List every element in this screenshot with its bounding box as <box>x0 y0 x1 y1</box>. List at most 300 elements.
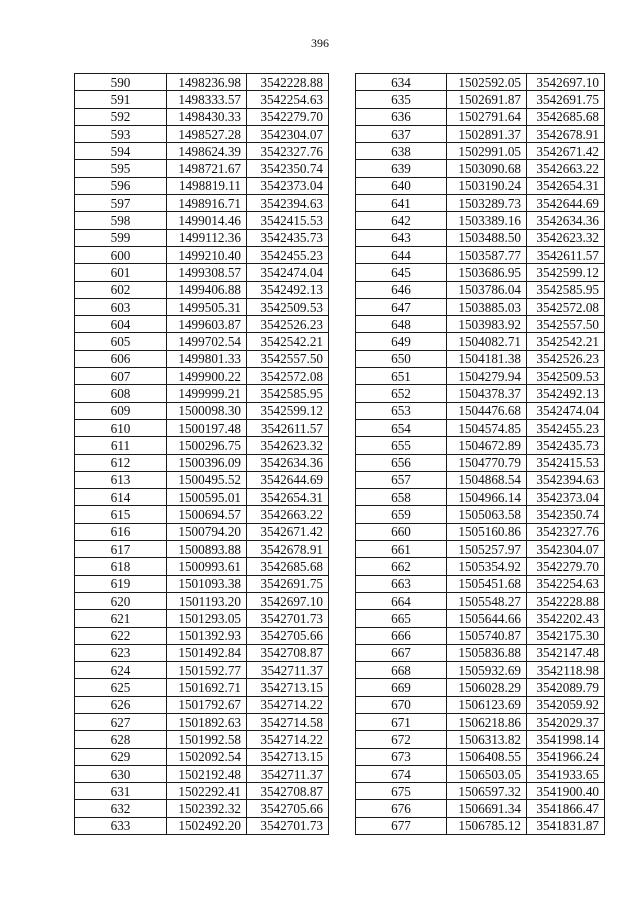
y-coordinate-cell: 3542691.75 <box>247 575 329 592</box>
y-coordinate-cell: 3542279.70 <box>527 558 605 575</box>
x-coordinate-cell: 1499308.57 <box>167 264 247 281</box>
x-coordinate-cell: 1505354.92 <box>447 558 527 575</box>
point-number-cell: 622 <box>75 627 167 644</box>
point-number-cell: 594 <box>75 143 167 160</box>
point-number-cell: 608 <box>75 385 167 402</box>
x-coordinate-cell: 1505063.58 <box>447 506 527 523</box>
x-coordinate-cell: 1498721.67 <box>167 160 247 177</box>
table-row <box>356 541 605 558</box>
y-coordinate-cell: 3542685.68 <box>247 558 329 575</box>
table-row <box>356 731 605 748</box>
point-number-cell: 635 <box>356 91 447 108</box>
table-row <box>356 419 605 436</box>
x-coordinate-cell: 1501392.93 <box>167 627 247 644</box>
y-coordinate-cell: 3542059.92 <box>527 696 605 713</box>
table-row <box>75 108 329 125</box>
table-row <box>75 575 329 592</box>
point-number-cell: 604 <box>75 316 167 333</box>
y-coordinate-cell: 3542474.04 <box>247 264 329 281</box>
table-row <box>356 333 605 350</box>
point-number-cell: 673 <box>356 748 447 765</box>
point-number-cell: 648 <box>356 316 447 333</box>
point-number-cell: 592 <box>75 108 167 125</box>
y-coordinate-cell: 3542654.31 <box>527 177 605 194</box>
point-number-cell: 632 <box>75 800 167 817</box>
table-row <box>356 264 605 281</box>
y-coordinate-cell: 3542701.73 <box>247 610 329 627</box>
y-coordinate-cell: 3542708.87 <box>247 783 329 800</box>
y-coordinate-cell: 3542711.37 <box>247 765 329 782</box>
table-row <box>356 523 605 540</box>
point-number-cell: 650 <box>356 350 447 367</box>
table-row <box>75 229 329 246</box>
x-coordinate-cell: 1506691.34 <box>447 800 527 817</box>
x-coordinate-cell: 1499801.33 <box>167 350 247 367</box>
y-coordinate-cell: 3542599.12 <box>527 264 605 281</box>
table-row <box>75 160 329 177</box>
y-coordinate-cell: 3542373.04 <box>247 177 329 194</box>
table-row <box>356 385 605 402</box>
table-row <box>356 108 605 125</box>
y-coordinate-cell: 3542678.91 <box>527 125 605 142</box>
point-number-cell: 641 <box>356 195 447 212</box>
coordinate-table-right <box>355 73 605 835</box>
y-coordinate-cell: 3542089.79 <box>527 679 605 696</box>
point-number-cell: 661 <box>356 541 447 558</box>
point-number-cell: 669 <box>356 679 447 696</box>
y-coordinate-cell: 3542394.63 <box>247 195 329 212</box>
y-coordinate-cell: 3542228.88 <box>527 592 605 609</box>
point-number-cell: 596 <box>75 177 167 194</box>
y-coordinate-cell: 3542685.68 <box>527 108 605 125</box>
y-coordinate-cell: 3542705.66 <box>247 800 329 817</box>
table-row <box>75 506 329 523</box>
point-number-cell: 654 <box>356 419 447 436</box>
table-row <box>75 454 329 471</box>
table-row <box>75 402 329 419</box>
x-coordinate-cell: 1502092.54 <box>167 748 247 765</box>
point-number-cell: 601 <box>75 264 167 281</box>
y-coordinate-cell: 3542492.13 <box>247 281 329 298</box>
table-row <box>75 91 329 108</box>
x-coordinate-cell: 1500993.61 <box>167 558 247 575</box>
y-coordinate-cell: 3542714.22 <box>247 696 329 713</box>
point-number-cell: 605 <box>75 333 167 350</box>
table-row <box>356 644 605 661</box>
x-coordinate-cell: 1500794.20 <box>167 523 247 540</box>
table-row <box>356 783 605 800</box>
table-row <box>75 644 329 661</box>
table-row <box>356 610 605 627</box>
x-coordinate-cell: 1498916.71 <box>167 195 247 212</box>
point-number-cell: 647 <box>356 298 447 315</box>
y-coordinate-cell: 3542279.70 <box>247 108 329 125</box>
point-number-cell: 674 <box>356 765 447 782</box>
point-number-cell: 642 <box>356 212 447 229</box>
point-number-cell: 653 <box>356 402 447 419</box>
x-coordinate-cell: 1501193.20 <box>167 592 247 609</box>
y-coordinate-cell: 3542585.95 <box>247 385 329 402</box>
x-coordinate-cell: 1504574.85 <box>447 419 527 436</box>
point-number-cell: 624 <box>75 662 167 679</box>
table-row <box>356 298 605 315</box>
point-number-cell: 651 <box>356 368 447 385</box>
point-number-cell: 676 <box>356 800 447 817</box>
table-row <box>75 125 329 142</box>
y-coordinate-cell: 3542711.37 <box>247 662 329 679</box>
table-row <box>356 437 605 454</box>
y-coordinate-cell: 3542542.21 <box>247 333 329 350</box>
point-number-cell: 638 <box>356 143 447 160</box>
table-row <box>356 748 605 765</box>
table-row <box>75 281 329 298</box>
y-coordinate-cell: 3542118.98 <box>527 662 605 679</box>
x-coordinate-cell: 1506123.69 <box>447 696 527 713</box>
point-number-cell: 660 <box>356 523 447 540</box>
table-row <box>356 160 605 177</box>
y-coordinate-cell: 3542455.23 <box>527 419 605 436</box>
coordinate-table-left <box>74 73 329 835</box>
y-coordinate-cell: 3542678.91 <box>247 541 329 558</box>
x-coordinate-cell: 1500694.57 <box>167 506 247 523</box>
x-coordinate-cell: 1500197.48 <box>167 419 247 436</box>
x-coordinate-cell: 1499210.40 <box>167 246 247 263</box>
x-coordinate-cell: 1499900.22 <box>167 368 247 385</box>
x-coordinate-cell: 1506503.05 <box>447 765 527 782</box>
x-coordinate-cell: 1499014.46 <box>167 212 247 229</box>
x-coordinate-cell: 1502492.20 <box>167 817 247 834</box>
y-coordinate-cell: 3542526.23 <box>527 350 605 367</box>
y-coordinate-cell: 3542394.63 <box>527 471 605 488</box>
point-number-cell: 615 <box>75 506 167 523</box>
table-row <box>356 800 605 817</box>
point-number-cell: 656 <box>356 454 447 471</box>
y-coordinate-cell: 3542714.22 <box>247 731 329 748</box>
y-coordinate-cell: 3542474.04 <box>527 402 605 419</box>
table-row <box>75 195 329 212</box>
point-number-cell: 657 <box>356 471 447 488</box>
y-coordinate-cell: 3542350.74 <box>527 506 605 523</box>
table-row <box>75 212 329 229</box>
point-number-cell: 659 <box>356 506 447 523</box>
point-number-cell: 664 <box>356 592 447 609</box>
y-coordinate-cell: 3542708.87 <box>247 644 329 661</box>
table-row <box>75 748 329 765</box>
x-coordinate-cell: 1498819.11 <box>167 177 247 194</box>
table-row <box>356 592 605 609</box>
y-coordinate-cell: 3542663.22 <box>527 160 605 177</box>
x-coordinate-cell: 1503090.68 <box>447 160 527 177</box>
point-number-cell: 610 <box>75 419 167 436</box>
x-coordinate-cell: 1503289.73 <box>447 195 527 212</box>
point-number-cell: 658 <box>356 489 447 506</box>
point-number-cell: 614 <box>75 489 167 506</box>
x-coordinate-cell: 1503885.03 <box>447 298 527 315</box>
point-number-cell: 617 <box>75 541 167 558</box>
point-number-cell: 637 <box>356 125 447 142</box>
point-number-cell: 646 <box>356 281 447 298</box>
y-coordinate-cell: 3542634.36 <box>527 212 605 229</box>
table-row <box>75 783 329 800</box>
table-row <box>356 74 605 91</box>
point-number-cell: 630 <box>75 765 167 782</box>
y-coordinate-cell: 3542350.74 <box>247 160 329 177</box>
x-coordinate-cell: 1503389.16 <box>447 212 527 229</box>
point-number-cell: 618 <box>75 558 167 575</box>
x-coordinate-cell: 1505740.87 <box>447 627 527 644</box>
table-row <box>356 558 605 575</box>
y-coordinate-cell: 3542697.10 <box>527 74 605 91</box>
x-coordinate-cell: 1503686.95 <box>447 264 527 281</box>
point-number-cell: 667 <box>356 644 447 661</box>
point-number-cell: 639 <box>356 160 447 177</box>
y-coordinate-cell: 3542254.63 <box>247 91 329 108</box>
table-row <box>75 419 329 436</box>
table-row <box>75 385 329 402</box>
point-number-cell: 662 <box>356 558 447 575</box>
table-row <box>75 696 329 713</box>
x-coordinate-cell: 1503190.24 <box>447 177 527 194</box>
y-coordinate-cell: 3542599.12 <box>247 402 329 419</box>
table-row <box>356 506 605 523</box>
table-row <box>75 541 329 558</box>
table-row <box>75 679 329 696</box>
x-coordinate-cell: 1504279.94 <box>447 368 527 385</box>
table-row <box>75 731 329 748</box>
y-coordinate-cell: 3541831.87 <box>527 817 605 834</box>
table-row <box>356 627 605 644</box>
x-coordinate-cell: 1503983.92 <box>447 316 527 333</box>
x-coordinate-cell: 1500595.01 <box>167 489 247 506</box>
y-coordinate-cell: 3542713.15 <box>247 748 329 765</box>
y-coordinate-cell: 3542304.07 <box>527 541 605 558</box>
point-number-cell: 627 <box>75 713 167 730</box>
y-coordinate-cell: 3542714.58 <box>247 713 329 730</box>
x-coordinate-cell: 1504770.79 <box>447 454 527 471</box>
table-row <box>75 817 329 834</box>
table-row <box>356 246 605 263</box>
y-coordinate-cell: 3541998.14 <box>527 731 605 748</box>
y-coordinate-cell: 3542572.08 <box>247 368 329 385</box>
x-coordinate-cell: 1505932.69 <box>447 662 527 679</box>
x-coordinate-cell: 1501792.67 <box>167 696 247 713</box>
table-row <box>356 489 605 506</box>
point-number-cell: 655 <box>356 437 447 454</box>
y-coordinate-cell: 3542435.73 <box>527 437 605 454</box>
x-coordinate-cell: 1499603.87 <box>167 316 247 333</box>
x-coordinate-cell: 1502192.48 <box>167 765 247 782</box>
y-coordinate-cell: 3541933.65 <box>527 765 605 782</box>
x-coordinate-cell: 1503488.50 <box>447 229 527 246</box>
table-row <box>356 316 605 333</box>
y-coordinate-cell: 3542526.23 <box>247 316 329 333</box>
table-row <box>356 679 605 696</box>
table-row <box>356 91 605 108</box>
x-coordinate-cell: 1504181.38 <box>447 350 527 367</box>
x-coordinate-cell: 1501093.38 <box>167 575 247 592</box>
x-coordinate-cell: 1498430.33 <box>167 108 247 125</box>
table-row <box>75 662 329 679</box>
point-number-cell: 672 <box>356 731 447 748</box>
point-number-cell: 626 <box>75 696 167 713</box>
table-row <box>75 471 329 488</box>
x-coordinate-cell: 1501692.71 <box>167 679 247 696</box>
y-coordinate-cell: 3541966.24 <box>527 748 605 765</box>
table-row <box>75 610 329 627</box>
point-number-cell: 636 <box>356 108 447 125</box>
point-number-cell: 633 <box>75 817 167 834</box>
x-coordinate-cell: 1505548.27 <box>447 592 527 609</box>
y-coordinate-cell: 3542435.73 <box>247 229 329 246</box>
point-number-cell: 649 <box>356 333 447 350</box>
x-coordinate-cell: 1499112.36 <box>167 229 247 246</box>
point-number-cell: 670 <box>356 696 447 713</box>
table-row <box>75 523 329 540</box>
table-row <box>356 125 605 142</box>
x-coordinate-cell: 1501992.58 <box>167 731 247 748</box>
y-coordinate-cell: 3542654.31 <box>247 489 329 506</box>
table-row <box>75 246 329 263</box>
x-coordinate-cell: 1501492.84 <box>167 644 247 661</box>
x-coordinate-cell: 1506313.82 <box>447 731 527 748</box>
point-number-cell: 652 <box>356 385 447 402</box>
y-coordinate-cell: 3542327.76 <box>527 523 605 540</box>
y-coordinate-cell: 3542509.53 <box>527 368 605 385</box>
point-number-cell: 612 <box>75 454 167 471</box>
table-row <box>356 696 605 713</box>
point-number-cell: 671 <box>356 713 447 730</box>
point-number-cell: 597 <box>75 195 167 212</box>
y-coordinate-cell: 3542585.95 <box>527 281 605 298</box>
point-number-cell: 619 <box>75 575 167 592</box>
x-coordinate-cell: 1504672.89 <box>447 437 527 454</box>
point-number-cell: 616 <box>75 523 167 540</box>
point-number-cell: 593 <box>75 125 167 142</box>
page-number: 396 <box>311 36 329 50</box>
point-number-cell: 621 <box>75 610 167 627</box>
x-coordinate-cell: 1500495.52 <box>167 471 247 488</box>
point-number-cell: 628 <box>75 731 167 748</box>
y-coordinate-cell: 3542557.50 <box>527 316 605 333</box>
y-coordinate-cell: 3542691.75 <box>527 91 605 108</box>
table-row <box>356 350 605 367</box>
table-row <box>75 316 329 333</box>
table-row <box>356 471 605 488</box>
table-row <box>356 575 605 592</box>
x-coordinate-cell: 1505451.68 <box>447 575 527 592</box>
x-coordinate-cell: 1504082.71 <box>447 333 527 350</box>
table-row <box>75 368 329 385</box>
x-coordinate-cell: 1498527.28 <box>167 125 247 142</box>
y-coordinate-cell: 3542705.66 <box>247 627 329 644</box>
x-coordinate-cell: 1500893.88 <box>167 541 247 558</box>
point-number-cell: 603 <box>75 298 167 315</box>
point-number-cell: 677 <box>356 817 447 834</box>
point-number-cell: 644 <box>356 246 447 263</box>
x-coordinate-cell: 1499702.54 <box>167 333 247 350</box>
table-row <box>75 143 329 160</box>
y-coordinate-cell: 3542455.23 <box>247 246 329 263</box>
y-coordinate-cell: 3542029.37 <box>527 713 605 730</box>
y-coordinate-cell: 3542701.73 <box>247 817 329 834</box>
y-coordinate-cell: 3542644.69 <box>247 471 329 488</box>
table-row <box>75 333 329 350</box>
x-coordinate-cell: 1500296.75 <box>167 437 247 454</box>
y-coordinate-cell: 3542557.50 <box>247 350 329 367</box>
y-coordinate-cell: 3542175.30 <box>527 627 605 644</box>
y-coordinate-cell: 3542623.32 <box>247 437 329 454</box>
x-coordinate-cell: 1504868.54 <box>447 471 527 488</box>
x-coordinate-cell: 1502592.05 <box>447 74 527 91</box>
x-coordinate-cell: 1505836.88 <box>447 644 527 661</box>
y-coordinate-cell: 3542254.63 <box>527 575 605 592</box>
point-number-cell: 665 <box>356 610 447 627</box>
point-number-cell: 591 <box>75 91 167 108</box>
table-row <box>356 177 605 194</box>
point-number-cell: 590 <box>75 74 167 91</box>
x-coordinate-cell: 1504966.14 <box>447 489 527 506</box>
y-coordinate-cell: 3542644.69 <box>527 195 605 212</box>
y-coordinate-cell: 3542671.42 <box>247 523 329 540</box>
point-number-cell: 600 <box>75 246 167 263</box>
x-coordinate-cell: 1503786.04 <box>447 281 527 298</box>
point-number-cell: 629 <box>75 748 167 765</box>
x-coordinate-cell: 1502891.37 <box>447 125 527 142</box>
table-row <box>356 765 605 782</box>
point-number-cell: 675 <box>356 783 447 800</box>
table-row <box>75 74 329 91</box>
point-number-cell: 643 <box>356 229 447 246</box>
point-number-cell: 631 <box>75 783 167 800</box>
x-coordinate-cell: 1502991.05 <box>447 143 527 160</box>
x-coordinate-cell: 1499406.88 <box>167 281 247 298</box>
table-row <box>75 558 329 575</box>
table-row <box>356 143 605 160</box>
y-coordinate-cell: 3542509.53 <box>247 298 329 315</box>
y-coordinate-cell: 3541900.40 <box>527 783 605 800</box>
point-number-cell: 611 <box>75 437 167 454</box>
point-number-cell: 666 <box>356 627 447 644</box>
x-coordinate-cell: 1506597.32 <box>447 783 527 800</box>
table-row <box>356 662 605 679</box>
point-number-cell: 663 <box>356 575 447 592</box>
y-coordinate-cell: 3542663.22 <box>247 506 329 523</box>
table-row <box>75 627 329 644</box>
y-coordinate-cell: 3542623.32 <box>527 229 605 246</box>
table-row <box>75 437 329 454</box>
y-coordinate-cell: 3542492.13 <box>527 385 605 402</box>
point-number-cell: 609 <box>75 402 167 419</box>
y-coordinate-cell: 3542611.57 <box>247 419 329 436</box>
x-coordinate-cell: 1505257.97 <box>447 541 527 558</box>
x-coordinate-cell: 1499505.31 <box>167 298 247 315</box>
point-number-cell: 623 <box>75 644 167 661</box>
x-coordinate-cell: 1506785.12 <box>447 817 527 834</box>
y-coordinate-cell: 3542228.88 <box>247 74 329 91</box>
x-coordinate-cell: 1500396.09 <box>167 454 247 471</box>
y-coordinate-cell: 3542611.57 <box>527 246 605 263</box>
table-row <box>356 817 605 834</box>
table-row <box>356 212 605 229</box>
table-row <box>356 454 605 471</box>
point-number-cell: 620 <box>75 592 167 609</box>
x-coordinate-cell: 1504378.37 <box>447 385 527 402</box>
table-row <box>75 298 329 315</box>
x-coordinate-cell: 1498333.57 <box>167 91 247 108</box>
table-row <box>75 350 329 367</box>
point-number-cell: 607 <box>75 368 167 385</box>
table-row <box>356 229 605 246</box>
